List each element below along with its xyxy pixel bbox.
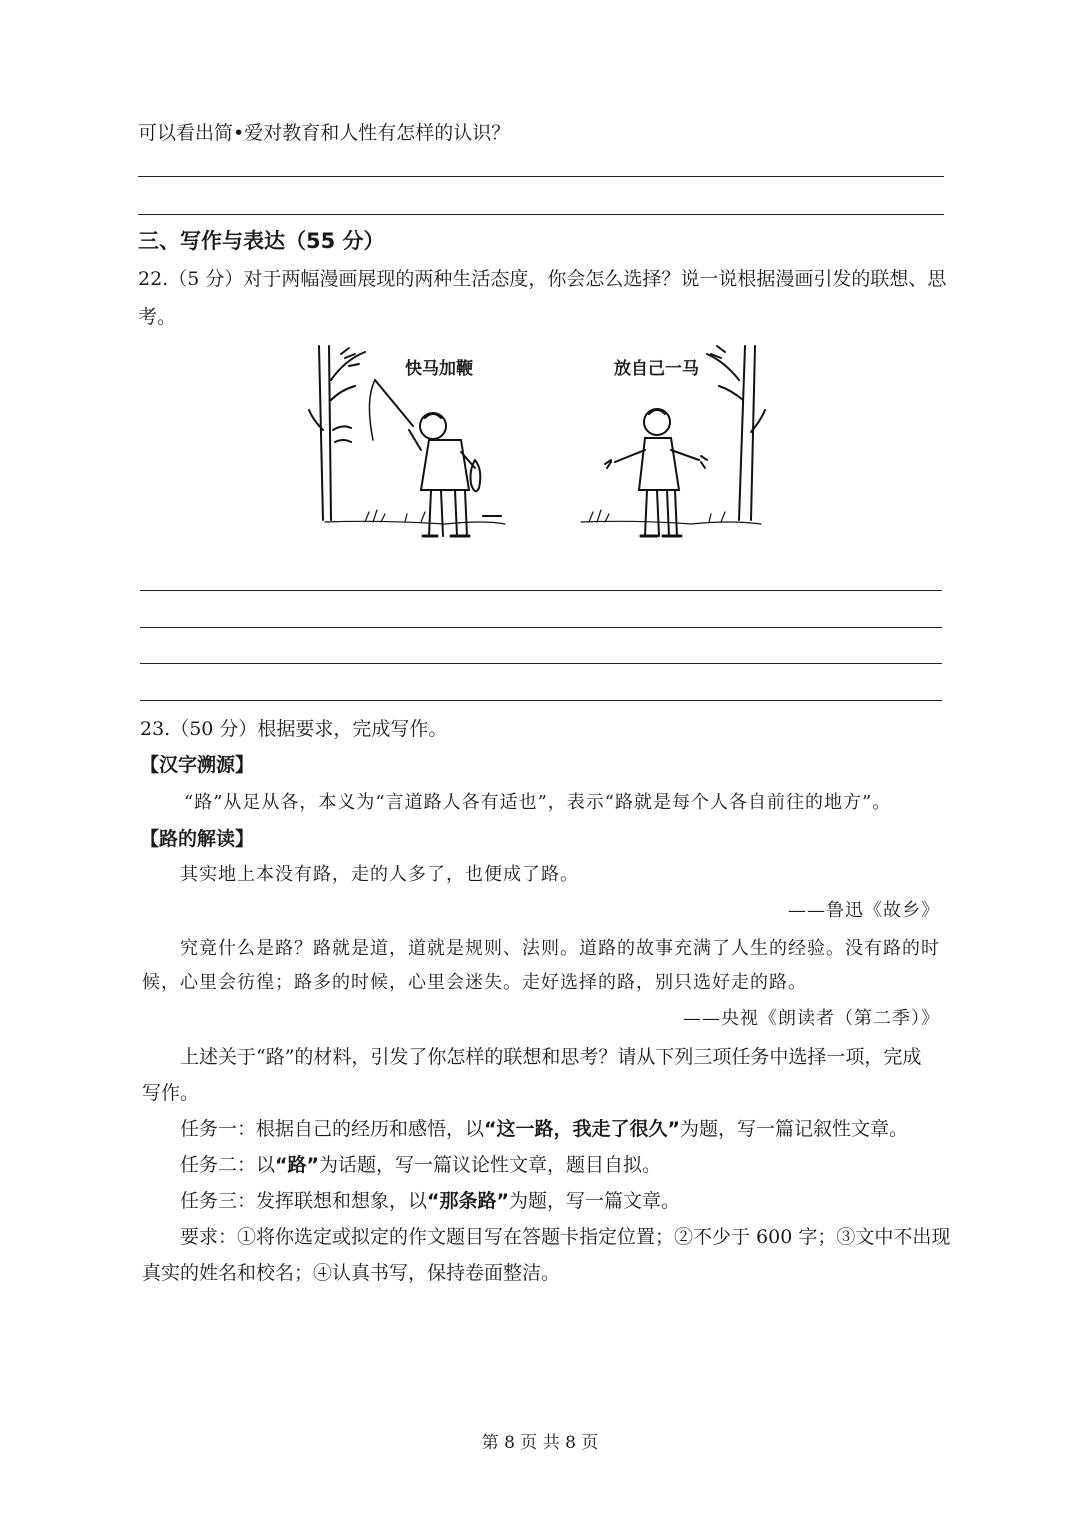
task-one-title: “这一路，我走了很久” [484,1118,680,1140]
cartoon-right-caption: 放自己一马 [614,359,699,379]
q21-question-tail: 可以看出简•爱对教育和人性有怎样的认识？ [138,122,511,144]
quote-luxun: 其实地上本没有路，走的人多了，也便成了路。 [180,864,579,885]
answer-line [140,590,942,591]
quote-luxun-source: ——鲁迅《故乡》 [788,900,940,921]
task-one [180,1116,908,1142]
page-number: 第 8 页 共 8 页 [481,1433,599,1453]
requirements-line1: 要求：①将你选定或拟定的作文题目写在答题卡指定位置；②不少于 600 字；③文中不出现 [180,1226,951,1248]
task-one-post: 为题，写一篇记叙性文章。 [680,1118,909,1140]
q22-text-line2: 考。 [138,306,177,328]
quote-cctv-line2: 候，心里会彷徨；路多的时候，心里会迷失。走好选择的路，别只选好走的路。 [142,972,807,993]
task-three-post: 为题，写一篇文章。 [509,1190,681,1212]
answer-line [140,627,942,628]
task-two [180,1152,661,1178]
hanzi-section-title: 【汉字溯源】 [140,754,255,776]
requirements-line2: 真实的姓名和校名；④认真书写，保持卷面整洁。 [142,1262,561,1284]
prompt-line1: 上述关于“路”的材料，引发了你怎样的联想和思考？请从下列三项任务中选择一项，完成 [180,1046,922,1068]
answer-line [140,700,942,701]
task-two-pre: 任务二：以 [180,1154,276,1176]
cartoon-left-caption: 快马加鞭 [405,359,473,379]
task-three [180,1188,680,1214]
quote-cctv-line1: 究竟什么是路？路就是道，道就是规则、法则。道路的故事充满了人生的经验。没有路的时 [180,938,940,959]
task-two-title: “路” [275,1154,319,1176]
prompt-line2: 写作。 [142,1082,200,1104]
answer-line [138,214,944,215]
section-heading: 三、写作与表达（55 分） [138,229,385,253]
quote-cctv-source: ——央视《朗读者（第二季）》 [683,1008,940,1029]
road-section-title: 【路的解读】 [140,828,255,850]
task-three-pre: 任务三：发挥联想和想象，以 [180,1190,428,1212]
answer-line [138,176,944,177]
task-three-title: “那条路” [427,1190,509,1212]
answer-line [140,663,942,664]
hanzi-text: “路”从足从各，本义为“言道路人各有适也”，表示“路就是每个人各自前往的地方”。 [184,792,892,813]
q22-text-line1: 22.（5 分）对于两幅漫画展现的两种生活态度，你会怎么选择？说一说根据漫画引发的联想、思 [138,268,947,290]
task-two-post: 为话题，写一篇议论性文章，题目自拟。 [319,1154,662,1176]
q23-intro: 23.（50 分）根据要求，完成写作。 [140,718,448,740]
task-one-pre: 任务一：根据自己的经历和感悟，以 [180,1118,485,1140]
